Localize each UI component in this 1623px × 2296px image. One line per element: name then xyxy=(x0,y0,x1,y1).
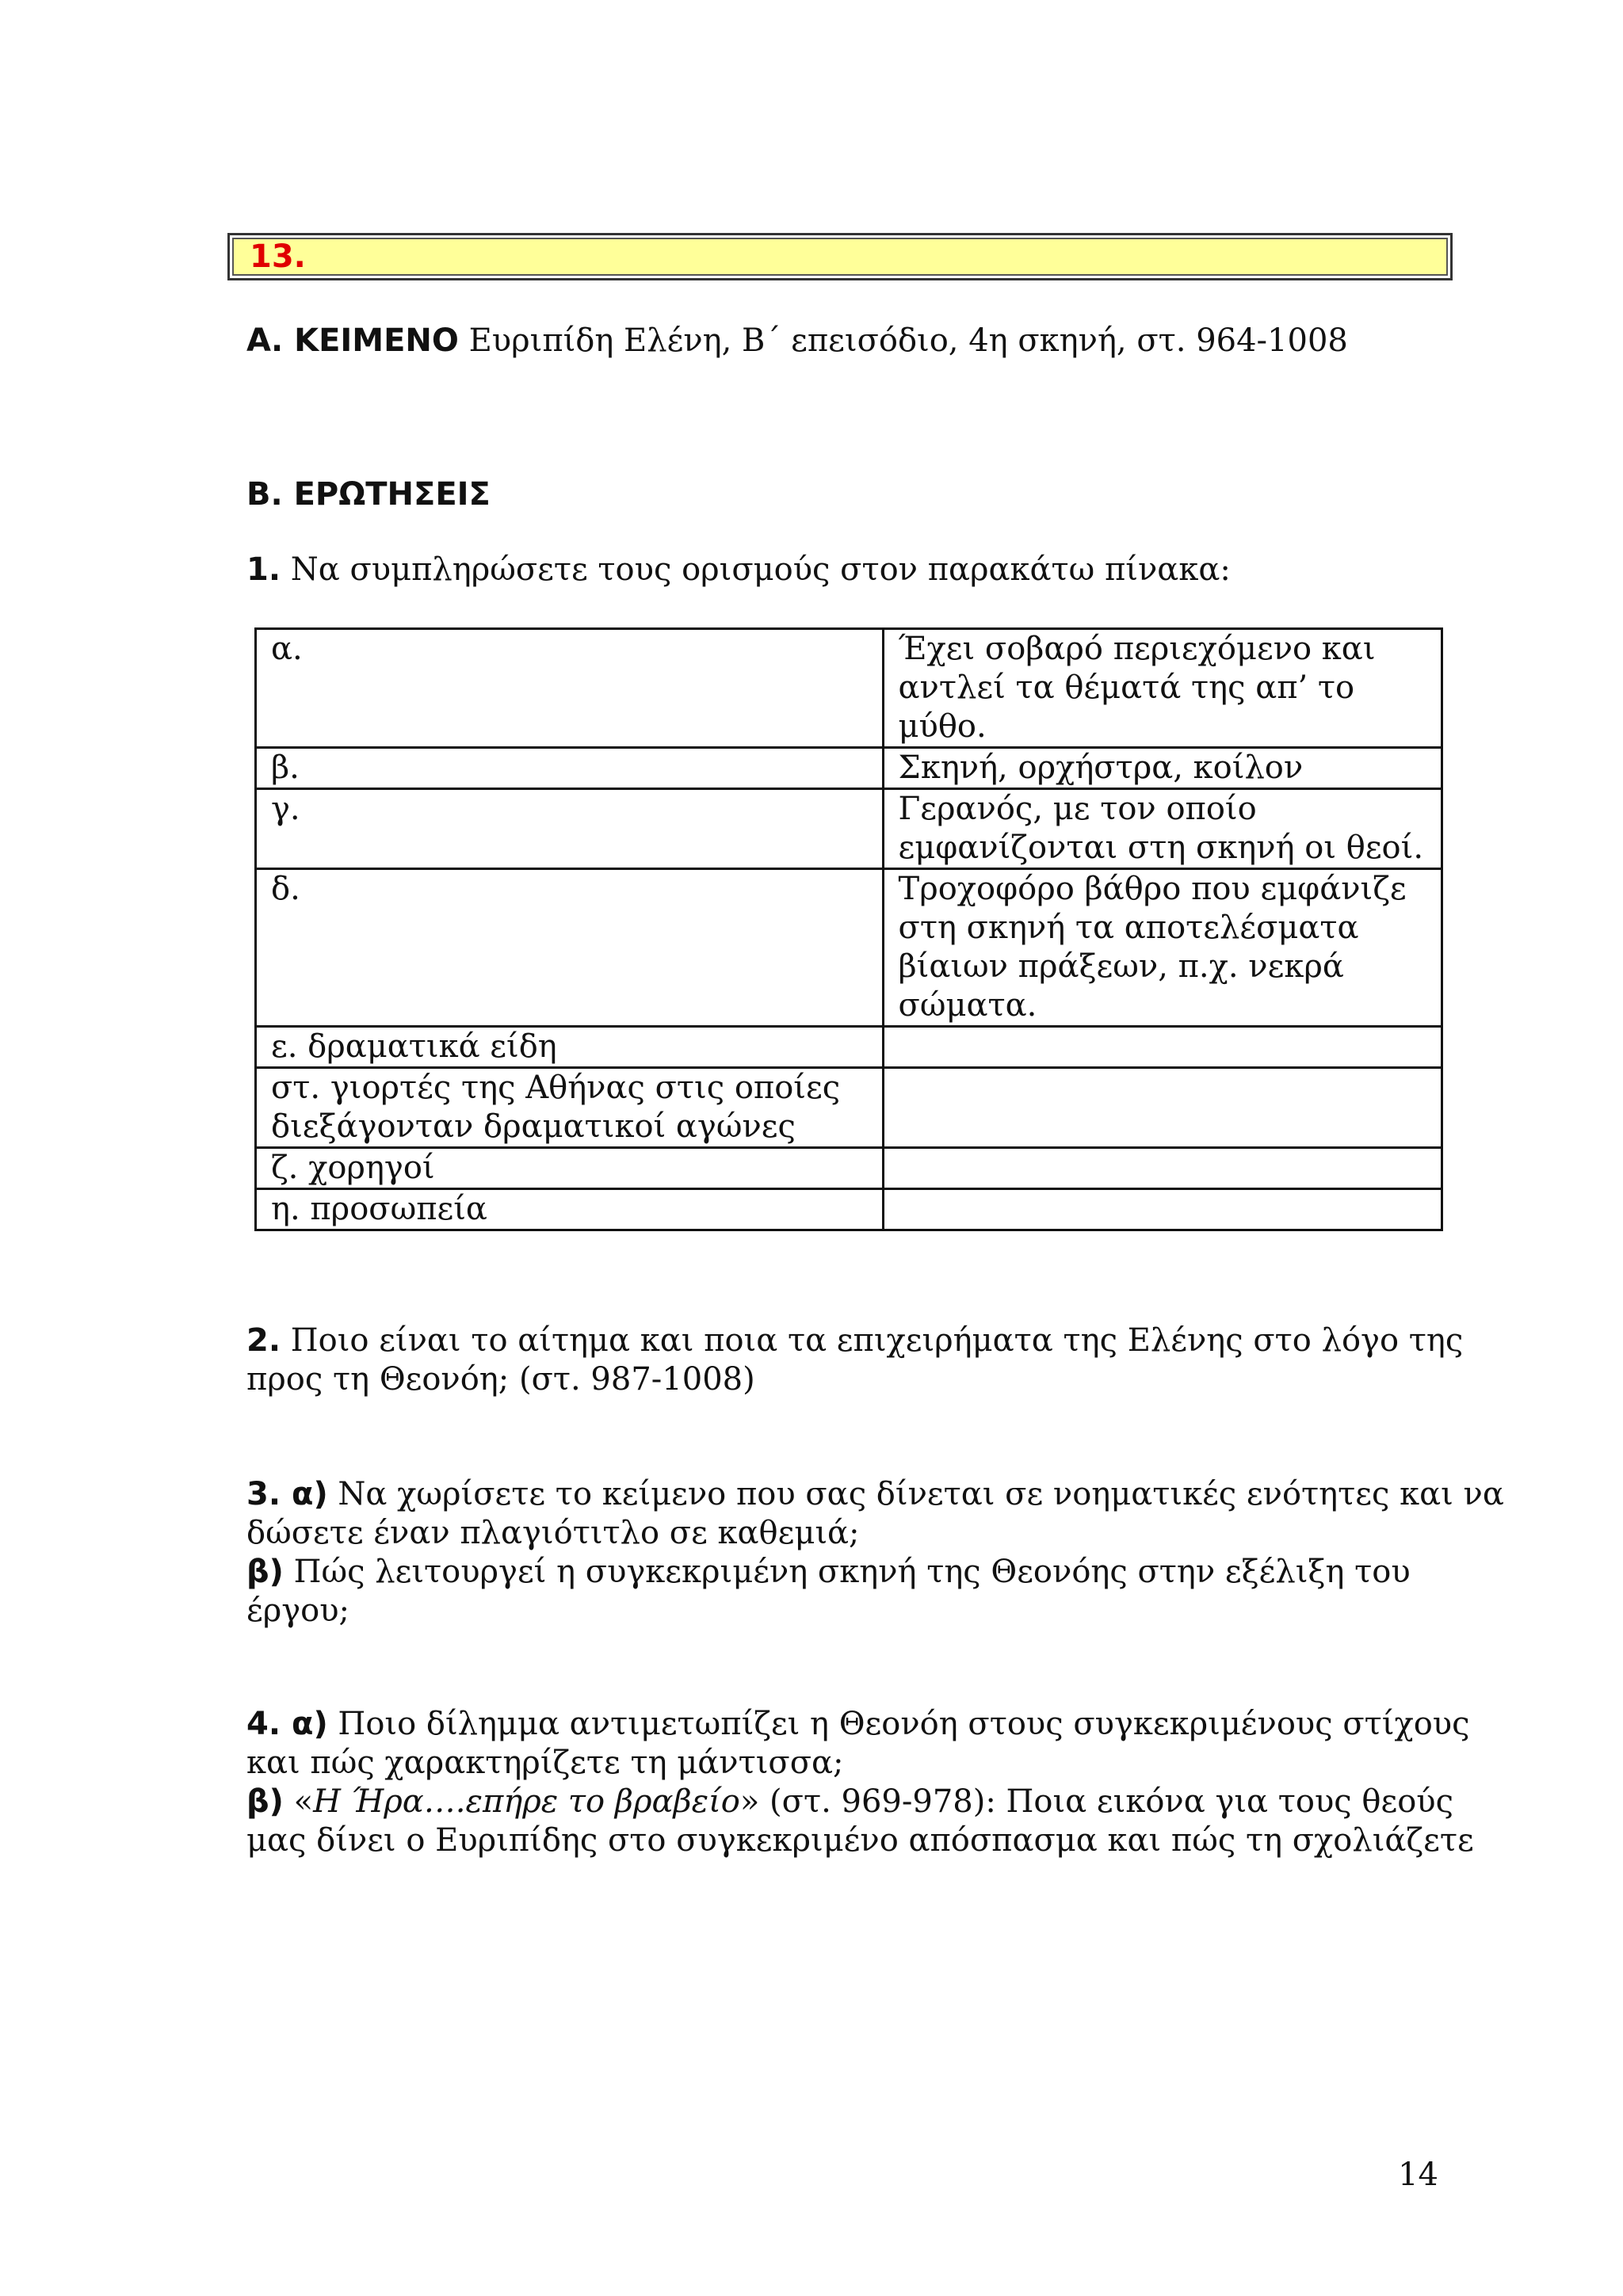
definition-cell xyxy=(883,748,1442,789)
definition-text xyxy=(899,1190,1426,1229)
question-3b-line-1 xyxy=(246,1553,1411,1592)
term-text: η. προσωπεία xyxy=(271,1191,487,1227)
definition-text xyxy=(899,1069,1426,1108)
question-4a-line-2 xyxy=(246,1744,844,1783)
table-row xyxy=(256,1068,1442,1148)
question-4b-line-1 xyxy=(246,1783,1453,1821)
section-header-box xyxy=(227,233,1453,280)
text-a-label: Α. ΚΕΙΜΕΝΟ xyxy=(246,322,459,359)
page-number: 14 xyxy=(1398,2157,1438,2193)
definition-text: βίαιων πράξεων, π.χ. νεκρά xyxy=(898,948,1344,985)
question-1-text: Να συμπληρώσετε τους ορισμούς στον παρακάτω πίνακα: xyxy=(281,551,1231,588)
term-text: στ. γιορτές της Αθήνας στις οποίες xyxy=(271,1070,841,1106)
definition-cell xyxy=(883,789,1442,869)
question-4b-quote-open: « xyxy=(283,1783,314,1820)
term-cell xyxy=(256,629,884,748)
definition-text xyxy=(899,1028,1426,1066)
definitions-table xyxy=(254,627,1443,1231)
term-cell xyxy=(256,1148,884,1189)
term-cell xyxy=(256,869,884,1027)
term-text: ε. δραματικά είδη xyxy=(271,1028,557,1065)
term-text: ζ. χορηγοί xyxy=(271,1150,435,1186)
question-3b-label: β) xyxy=(246,1554,284,1590)
definition-text: στη σκηνή τα αποτελέσματα xyxy=(898,910,1359,946)
term-cell xyxy=(256,1027,884,1068)
question-4b-text-2: μας δίνει ο Ευριπίδης στο συγκεκριμένο απόσπασμα και πώς τη σχολιάζετε xyxy=(246,1822,1474,1859)
question-4b-quote-close: » xyxy=(739,1783,760,1820)
definition-text: σώματα. xyxy=(898,987,1037,1024)
definition-text: Έχει σοβαρό περιεχόμενο και xyxy=(898,631,1376,667)
term-text: β. xyxy=(271,749,300,786)
table-row xyxy=(256,869,1442,1027)
definition-cell xyxy=(883,1189,1442,1230)
definition-text: Σκηνή, ορχήστρα, κοίλον xyxy=(898,749,1304,786)
question-4b-quote: Η Ήρα….επήρε το βραβείο xyxy=(313,1783,740,1820)
text-a-description: Ευριπίδη Ελένη, Β΄ επεισόδιο, 4η σκηνή, στ. 964-1008 xyxy=(458,322,1348,359)
question-2-text-1: Ποιο είναι το αίτημα και ποια τα επιχειρήματα της Ελένης στο λόγο της xyxy=(281,1322,1464,1359)
table-row xyxy=(256,1027,1442,1068)
question-3a-line-1 xyxy=(246,1475,1504,1514)
question-1 xyxy=(246,551,1231,589)
question-2-text-2: προς τη Θεονόη; (στ. 987-1008) xyxy=(246,1361,755,1398)
definition-text: μύθο. xyxy=(898,708,987,745)
question-3b-line-2 xyxy=(246,1592,349,1630)
term-text: α. xyxy=(271,631,303,667)
definition-text: αντλεί τα θέματά της απ’ το xyxy=(898,669,1355,706)
question-3b-text-2: έργου; xyxy=(246,1592,350,1629)
questions-heading xyxy=(246,475,491,514)
question-4a-text-2: και πώς χαρακτηρίζετε τη μάντισσα; xyxy=(246,1745,844,1781)
question-3a-line-2 xyxy=(246,1514,860,1553)
question-3-number: 3. xyxy=(246,1476,281,1512)
section-number: 13. xyxy=(250,238,306,275)
question-4b-text-1: (στ. 969-978): Ποια εικόνα για τους θεούς xyxy=(759,1783,1454,1820)
table-row xyxy=(256,748,1442,789)
term-text: δ. xyxy=(271,871,300,907)
definition-cell xyxy=(883,1148,1442,1189)
question-1-number: 1. xyxy=(246,551,281,588)
table-row xyxy=(256,789,1442,869)
term-text: διεξάγονταν δραματικοί αγώνες xyxy=(271,1108,796,1145)
question-3a-label: α) xyxy=(281,1476,328,1512)
question-4a-text-1: Ποιο δίλημμα αντιμετωπίζει η Θεονόη στους συγκεκριμένους στίχους xyxy=(327,1706,1470,1742)
definition-text: Γερανός, με τον οποίο xyxy=(898,791,1257,827)
questions-heading-text: Β. ΕΡΩΤΗΣΕΙΣ xyxy=(246,476,491,513)
definition-cell xyxy=(883,1027,1442,1068)
question-3a-text-1: Να χωρίσετε το κείμενο που σας δίνεται σε νοηματικές ενότητες και να xyxy=(327,1476,1504,1512)
question-4b-label: β) xyxy=(246,1783,284,1820)
table-row xyxy=(256,1148,1442,1189)
question-4a-label: α) xyxy=(281,1706,328,1742)
term-cell xyxy=(256,748,884,789)
table-row xyxy=(256,1189,1442,1230)
term-cell xyxy=(256,1189,884,1230)
question-2-number: 2. xyxy=(246,1322,281,1359)
definition-text: Τροχοφόρο βάθρο που εμφάνιζε xyxy=(898,871,1407,907)
question-4a-line-1 xyxy=(246,1705,1470,1744)
question-2-line-2 xyxy=(246,1360,755,1399)
definition-cell xyxy=(883,869,1442,1027)
question-4b-line-2 xyxy=(246,1821,1474,1860)
question-2-line-1 xyxy=(246,1322,1463,1360)
section-header-fill xyxy=(232,238,1448,276)
definition-cell xyxy=(883,629,1442,748)
table-row xyxy=(256,629,1442,748)
definition-text xyxy=(899,1149,1426,1188)
text-a-line xyxy=(246,322,1348,360)
term-cell xyxy=(256,1068,884,1148)
question-3b-text-1: Πώς λειτουργεί η συγκεκριμένη σκηνή της Θεονόης στην εξέλιξη του xyxy=(283,1554,1411,1590)
question-4-number: 4. xyxy=(246,1706,281,1742)
definition-cell xyxy=(883,1068,1442,1148)
term-text: γ. xyxy=(271,791,300,827)
term-cell xyxy=(256,789,884,869)
definition-text: εμφανίζονται στη σκηνή οι θεοί. xyxy=(898,830,1424,866)
question-3a-text-2: δώσετε έναν πλαγιότιτλο σε καθεμιά; xyxy=(246,1515,860,1551)
